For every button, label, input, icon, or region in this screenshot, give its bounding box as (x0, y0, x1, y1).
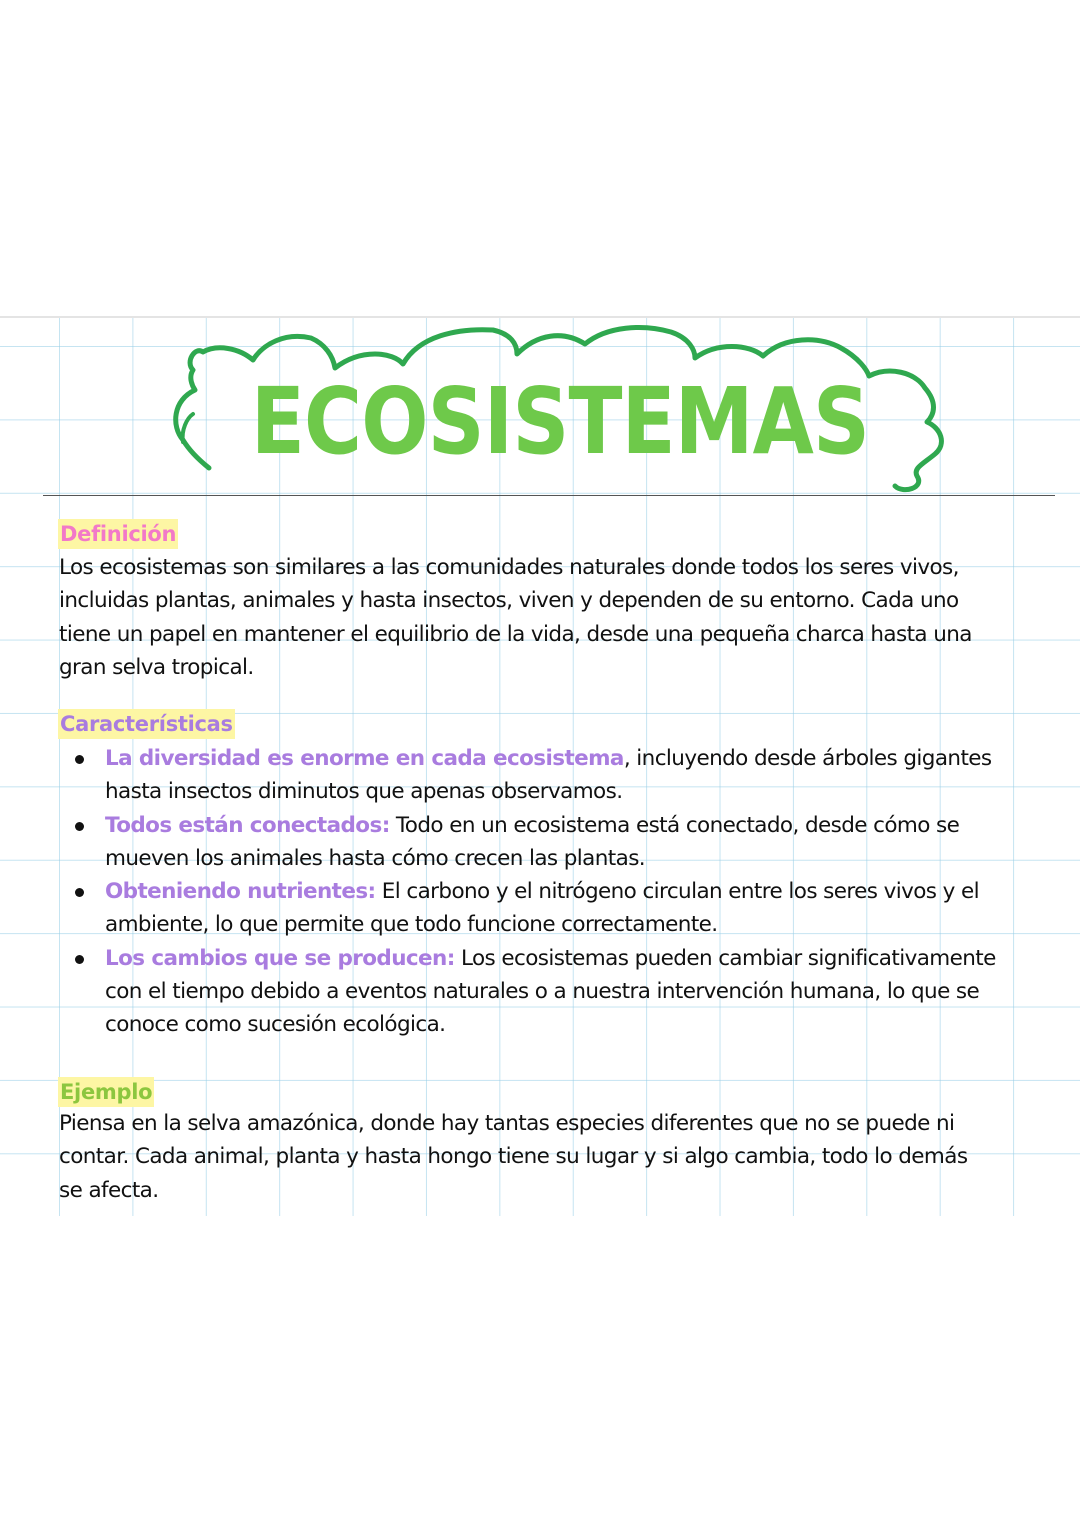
section-heading-ejemplo: Ejemplo (58, 1077, 154, 1107)
list-item-title: La diversidad es enorme en cada ecosistema (105, 746, 624, 771)
characteristics-list (75, 742, 1000, 1042)
list-item-title: Obteniendo nutrientes (105, 879, 368, 905)
list-item-title: Los cambios que se producen (105, 945, 447, 971)
page-title: ECOSISTEMAS (250, 368, 870, 475)
list-item-separator: : (381, 812, 390, 838)
list-item-separator: : (446, 945, 455, 971)
definition-paragraph: Los ecosistemas son similares a las comunidades naturales donde todos los seres vivos, incluidas plantas, animales y hasta insectos, viven y dependen de su entorno. Cada uno tiene un papel en mantener el equilibrio de la vida, desde una pequeña charca hasta una gran selva tropical. (59, 555, 972, 680)
section-heading-caracteristicas: Características (58, 709, 235, 739)
list-item-separator: : (367, 879, 376, 905)
bullet-icon (75, 955, 84, 964)
section-heading-definicion: Definición (58, 519, 178, 549)
example-paragraph: Piensa en la selva amazónica, donde hay tantas especies diferentes que no se puede ni contar. Cada animal, planta y hasta hongo tiene su lugar y si algo cambia, todo lo demás se afecta. (59, 1111, 968, 1203)
list-item (75, 742, 1000, 809)
list-item (75, 809, 1000, 876)
list-item-text: Todo en un ecosistema está conectado, desde cómo se mueven los animales hasta cómo crecen las plantas. (105, 812, 960, 871)
list-item-text: Los ecosistemas pueden cambiar significativamente con el tiempo debido a eventos naturales o a nuestra intervención humana, lo que se conoce como sucesión ecológica. (105, 945, 996, 1038)
bullet-icon (75, 822, 84, 831)
list-item (75, 875, 1000, 942)
list-item-separator: , (623, 746, 631, 771)
list-item-text: El carbono y el nitrógeno circulan entre los seres vivos y el ambiente, lo que permite que todo funcione correctamente. (105, 879, 979, 938)
title-banner (165, 318, 955, 494)
bullet-icon (75, 755, 84, 764)
title-divider (43, 495, 1055, 496)
list-item-text: incluyendo desde árboles gigantes hasta insectos diminutos que apenas observamos. (105, 746, 992, 805)
list-item (75, 942, 1000, 1042)
bullet-icon (75, 888, 84, 897)
list-item-title: Todos están conectados (105, 812, 382, 838)
